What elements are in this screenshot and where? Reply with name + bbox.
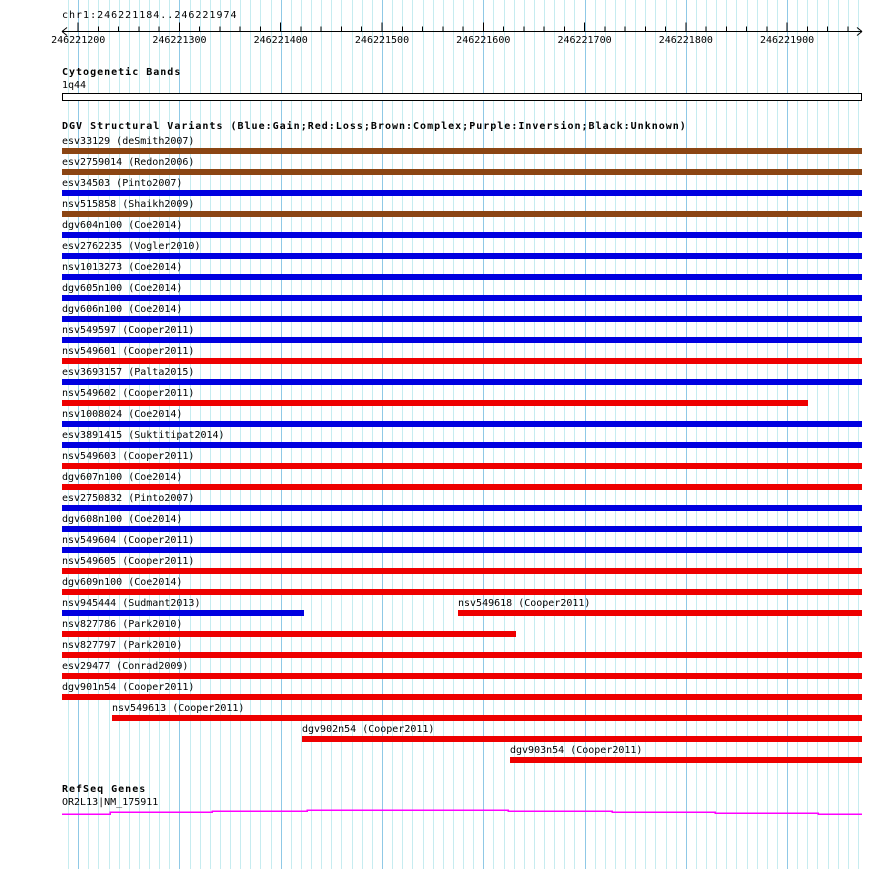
variant-label[interactable]: dgv609n100 (Coe2014) [62,577,183,588]
ruler-tick-label: 246221800 [658,35,713,46]
ruler-tick-label: 246221700 [557,35,612,46]
region-title: chr1:246221184..246221974 [62,10,238,21]
ruler-tick-label: 246221600 [456,35,511,46]
variant-label[interactable]: nsv1013273 (Coe2014) [62,262,183,273]
variant-label[interactable]: dgv605n100 (Coe2014) [62,283,183,294]
variant-label[interactable]: esv33129 (deSmith2007) [62,136,195,147]
variant-label[interactable]: esv3693157 (Palta2015) [62,367,195,378]
refseq-gene-label[interactable]: OR2L13|NM_175911 [62,797,159,808]
variant-label[interactable]: nsv549613 (Cooper2011) [112,703,245,714]
variant-label[interactable]: nsv549602 (Cooper2011) [62,388,195,399]
variant-label[interactable]: dgv608n100 (Coe2014) [62,514,183,525]
variant-label[interactable]: esv2762235 (Vogler2010) [62,241,201,252]
variant-label[interactable]: esv2759014 (Redon2006) [62,157,195,168]
ruler-tick-label: 246221900 [759,35,815,46]
variant-label[interactable]: dgv606n100 (Coe2014) [62,304,183,315]
variant-label[interactable]: dgv901n54 (Cooper2011) [62,682,195,693]
variant-label[interactable]: esv29477 (Conrad2009) [62,661,189,672]
refseq-section-title: RefSeq Genes [62,784,147,795]
variant-label[interactable]: dgv903n54 (Cooper2011) [510,745,643,756]
variant-label[interactable]: nsv549601 (Cooper2011) [62,346,195,357]
variant-label[interactable]: nsv549603 (Cooper2011) [62,451,195,462]
variant-label[interactable]: dgv607n100 (Coe2014) [62,472,183,483]
variant-label[interactable]: nsv549604 (Cooper2011) [62,535,195,546]
variant-label[interactable]: nsv827786 (Park2010) [62,619,183,630]
cytogenetic-bands-section-title: Cytogenetic Bands [62,67,182,78]
variant-label[interactable]: nsv945444 (Sudmant2013) [62,598,201,609]
ruler-tick-label: 246221200 [51,35,106,46]
variant-label[interactable]: nsv549618 (Cooper2011) [458,598,591,609]
cytogenetic-band-label: 1q44 [62,80,87,91]
variant-label[interactable]: esv3891415 (Suktitipat2014) [62,430,225,441]
ruler-tick-label: 246221400 [253,35,308,46]
variant-label[interactable]: nsv549605 (Cooper2011) [62,556,195,567]
variant-label[interactable]: dgv604n100 (Coe2014) [62,220,183,231]
variant-label[interactable]: nsv549597 (Cooper2011) [62,325,195,336]
variant-label[interactable]: nsv827797 (Park2010) [62,640,183,651]
variant-label[interactable]: esv2750832 (Pinto2007) [62,493,195,504]
dgv-section-title: DGV Structural Variants (Blue:Gain;Red:Loss;Brown:Complex;Purple:Inversion;Black:Unknown) [62,121,687,132]
variant-label[interactable]: esv34503 (Pinto2007) [62,178,183,189]
variant-label[interactable]: nsv515858 (Shaikh2009) [62,199,195,210]
variant-label[interactable]: dgv902n54 (Cooper2011) [302,724,435,735]
variant-label[interactable]: nsv1008024 (Coe2014) [62,409,183,420]
ruler-tick-label: 246221300 [152,35,207,46]
ruler-tick-label: 246221500 [354,35,410,46]
